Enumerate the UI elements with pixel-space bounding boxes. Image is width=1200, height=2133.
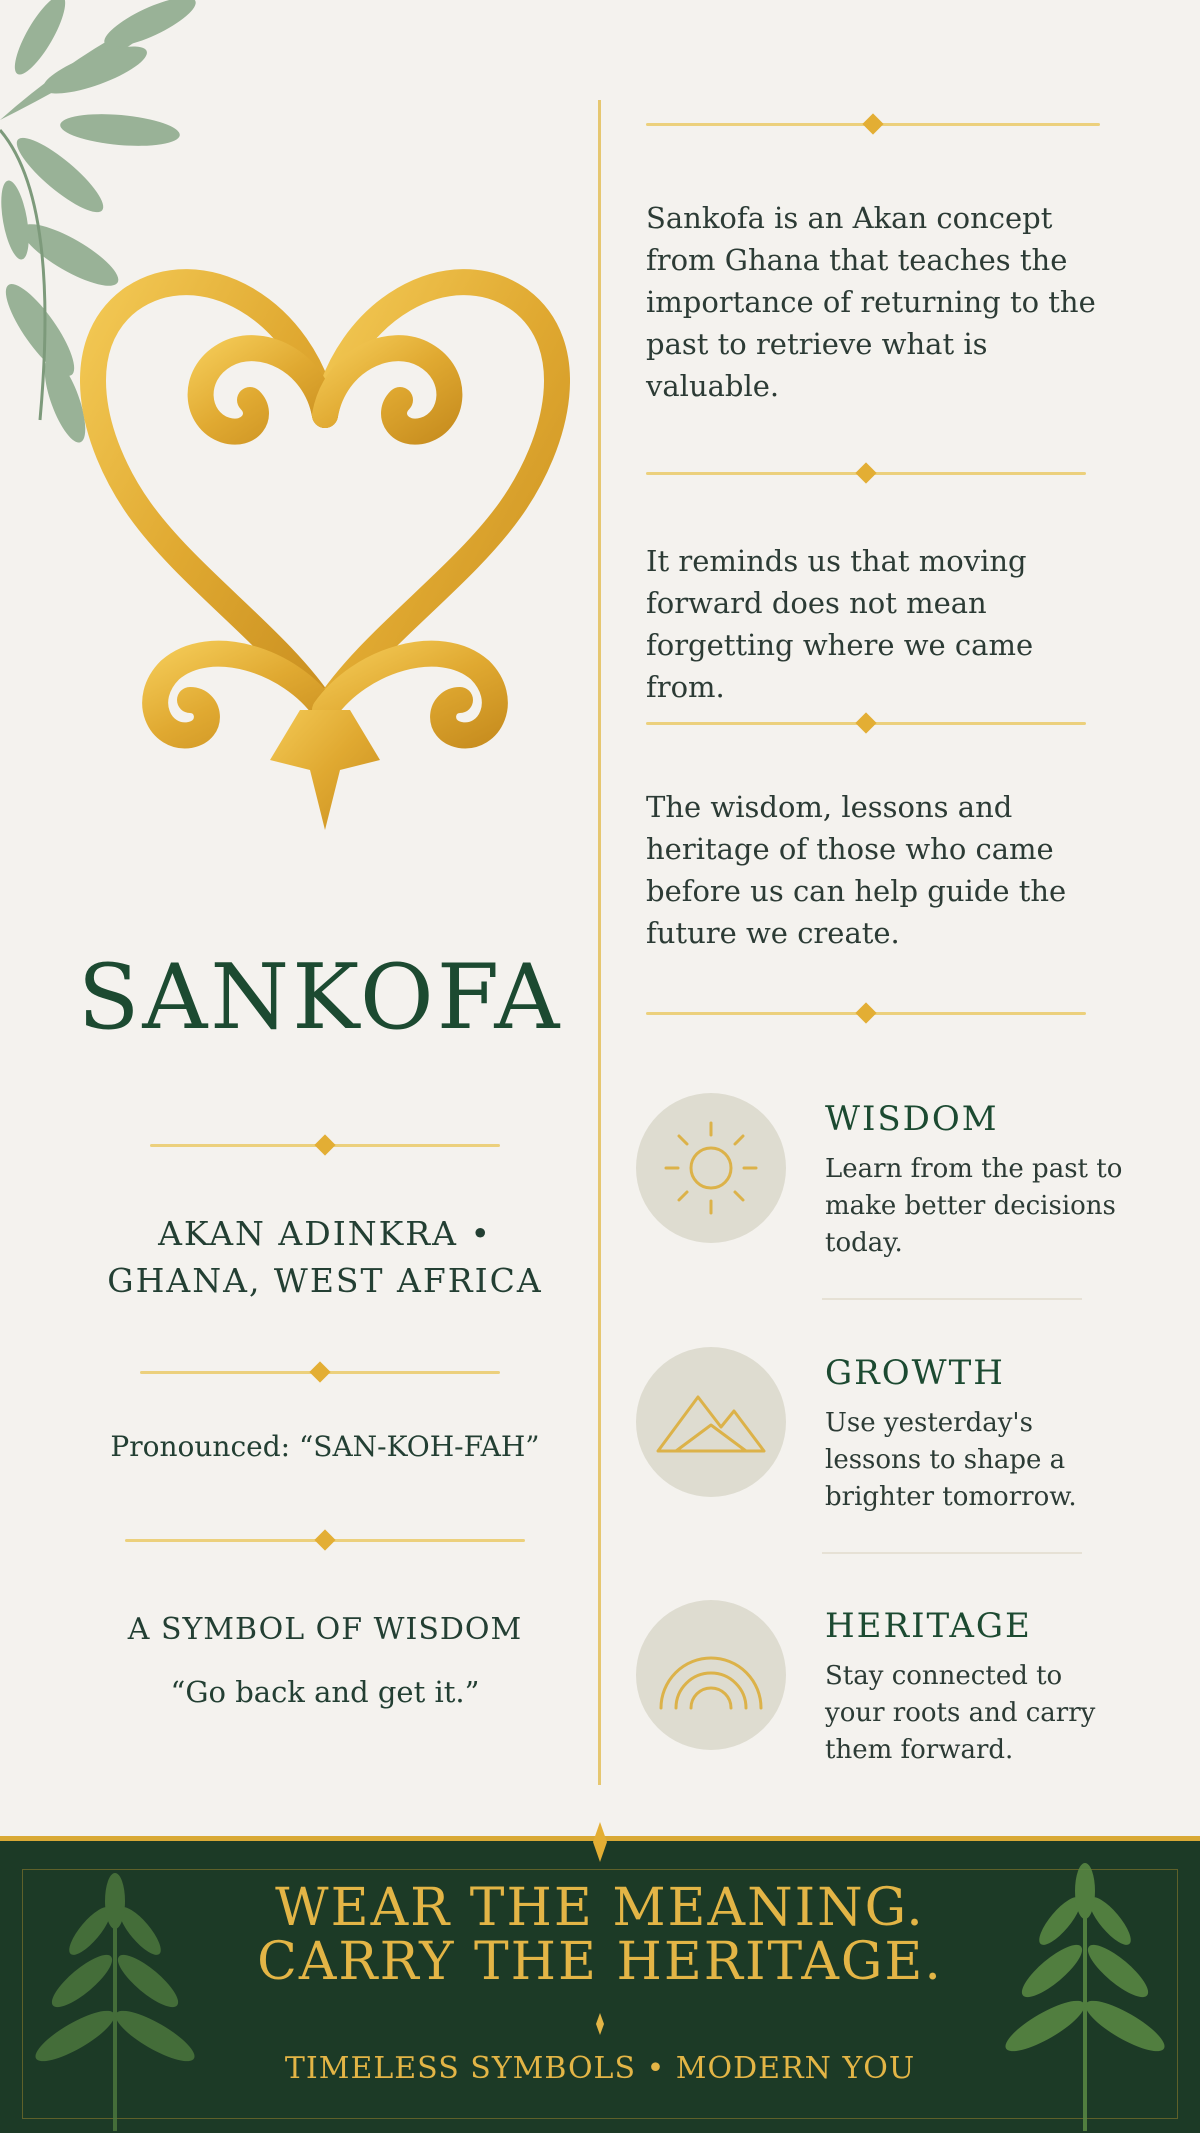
footer-banner [0,1836,1200,2133]
value-description: Learn from the past to make better decisions today. [825,1154,1123,1258]
pronunciation: Pronounced: “SAN-KOH-FAH” [110,1430,540,1463]
ornament-divider [125,1528,525,1552]
rainbow-arch-icon [636,1600,786,1750]
value-icon-circle [636,1093,786,1243]
value-heritage [636,1600,1136,1780]
sankofa-heart-icon [80,240,570,840]
value-icon-circle [636,1347,786,1497]
ornament-divider [150,1133,500,1157]
value-growth [636,1347,1136,1527]
ornament-divider [140,1360,500,1384]
value-icon-circle [636,1600,786,1750]
value-title: GROWTH [825,1353,1005,1393]
description-paragraph-3: The wisdom, lessons and heritage of those who came before us can help guide the future we create. [646,790,1067,950]
ornament-divider [646,461,1086,485]
origin-line-2: GHANA, WEST AFRICA [107,1261,543,1300]
symbol-title: SANKOFA [77,945,563,1050]
description-paragraph-1: Sankofa is an Akan concept from Ghana that teaches the importance of returning to the past to retrieve what is valuable. [646,201,1096,403]
value-title: WISDOM [825,1099,999,1139]
meaning-quote: “Go back and get it.” [170,1675,480,1709]
footer-subline: TIMELESS SYMBOLS • MODERN YOU [284,2051,916,2086]
ornament-divider [646,711,1086,735]
value-title: HERITAGE [825,1606,1032,1646]
origin-line-1: AKAN ADINKRA • [158,1214,492,1253]
mountain-icon [636,1347,786,1497]
value-description: Stay connected to your roots and carry them forward. [825,1661,1096,1765]
value-wisdom [636,1093,1136,1273]
center-divider [598,100,601,1785]
ornament-divider [646,112,1100,136]
footer-tagline [0,1878,1200,1992]
value-separator [822,1298,1082,1300]
diamond-ornament-icon [589,2013,611,2035]
value-description: Use yesterday's lessons to shape a brighter tomorrow. [825,1408,1077,1512]
tagline-line-1: WEAR THE MEANING. [275,1878,925,1938]
value-separator [822,1552,1082,1554]
ornament-divider [646,1001,1086,1025]
origin-text [60,1210,590,1304]
diamond-ornament-icon [585,1822,615,1862]
description-paragraph-2: It reminds us that moving forward does not mean forgetting where we came from. [646,544,1034,704]
sun-icon [636,1093,786,1243]
tagline-line-2: CARRY THE HERITAGE. [257,1932,943,1992]
meaning-heading: A SYMBOL OF WISDOM [127,1612,523,1647]
